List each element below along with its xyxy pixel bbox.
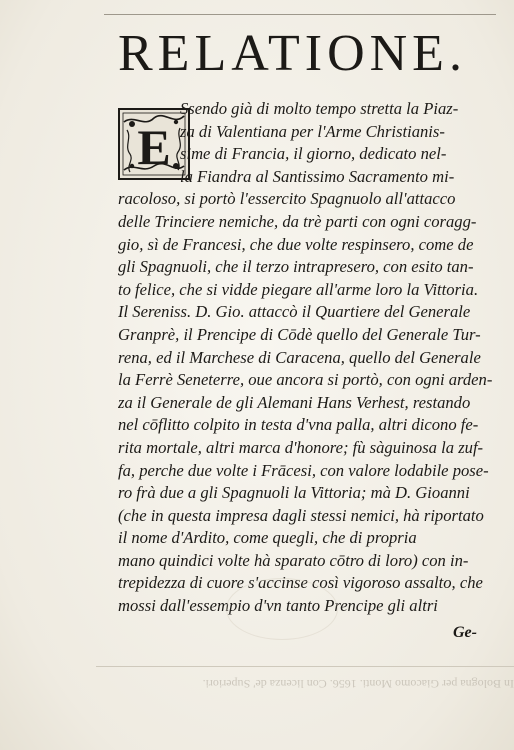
text-line: Il Sereniss. D. Gio. attaccò il Quartiere del Generale [118, 302, 471, 322]
bleed-through-mark [226, 578, 338, 640]
drop-cap-letter: E [137, 119, 171, 175]
bleed-through-text: In Bologna per Giacomo Monti. 1656. Con licenza de' Superiori. [202, 677, 514, 691]
text-line: mossi dall'essempio d'vn tanto Prencipe gli altri [118, 596, 438, 616]
text-line: mano quindici volte hà sparato cōtro di loro) con in- [118, 550, 469, 570]
text-line: za di Valentiana per l'Arme Christianis- [180, 121, 445, 141]
text-line: rita mortale, altri marca d'honore; fù sàguinosa la zuf- [118, 437, 484, 457]
text-line: racoloso, si portò l'essercito Spagnuolo all'attacco [118, 189, 456, 209]
text-line: fa, perche due volte i Frācesi, con valore lodabile pose- [118, 460, 489, 480]
text-line: to felice, che si vidde piegare all'arme loro la Vittoria. [118, 279, 479, 299]
header-rule [104, 14, 496, 15]
text-line: gli Spagnuoli, che il terzo intrapresero, con esito tan- [118, 257, 474, 277]
text-line: za il Generale de gli Alemani Hans Verhest, restando [118, 392, 471, 412]
body-text [118, 98, 508, 618]
text-line: Ssendo già di molto tempo stretta la Piaz- [180, 99, 459, 118]
text-line: trepidezza di cuore s'accinse così vigoroso assalto, che [118, 573, 483, 593]
bleed-through-rule [96, 666, 514, 667]
text-line: gio, sì de Francesi, che due volte respinsero, come de [118, 234, 474, 254]
text-line: ro frà due a gli Spagnuoli la Vittoria; mà D. Gioanni [118, 483, 470, 503]
catchword: Ge- [453, 624, 477, 641]
text-line: sime di Francia, il giorno, dedicato nel- [180, 144, 447, 164]
text-line: la Fiandra al Santissimo Sacramento mi- [180, 166, 455, 186]
text-line: il nome d'Ardito, come quegli, che di propria [118, 528, 417, 548]
text-line: rena, ed il Marchese di Caracena, quello del Generale [118, 347, 481, 367]
text-line: Granprè, il Prencipe di Cōdè quello del Generale Tur- [118, 324, 481, 344]
text-line: nel cōflitto colpito in testa d'vna palla, altri dicono fe- [118, 415, 479, 435]
page-title: RELATIONE. [118, 25, 467, 82]
text-line: la Ferrè Seneterre, oue ancora si portò, con ogni arden- [118, 370, 493, 390]
text-line: (che in questa impresa dagli stessi nemici, hà riportato [118, 505, 484, 525]
text-line: delle Trinciere nemiche, da trè parti con ogni coragg- [118, 211, 477, 231]
